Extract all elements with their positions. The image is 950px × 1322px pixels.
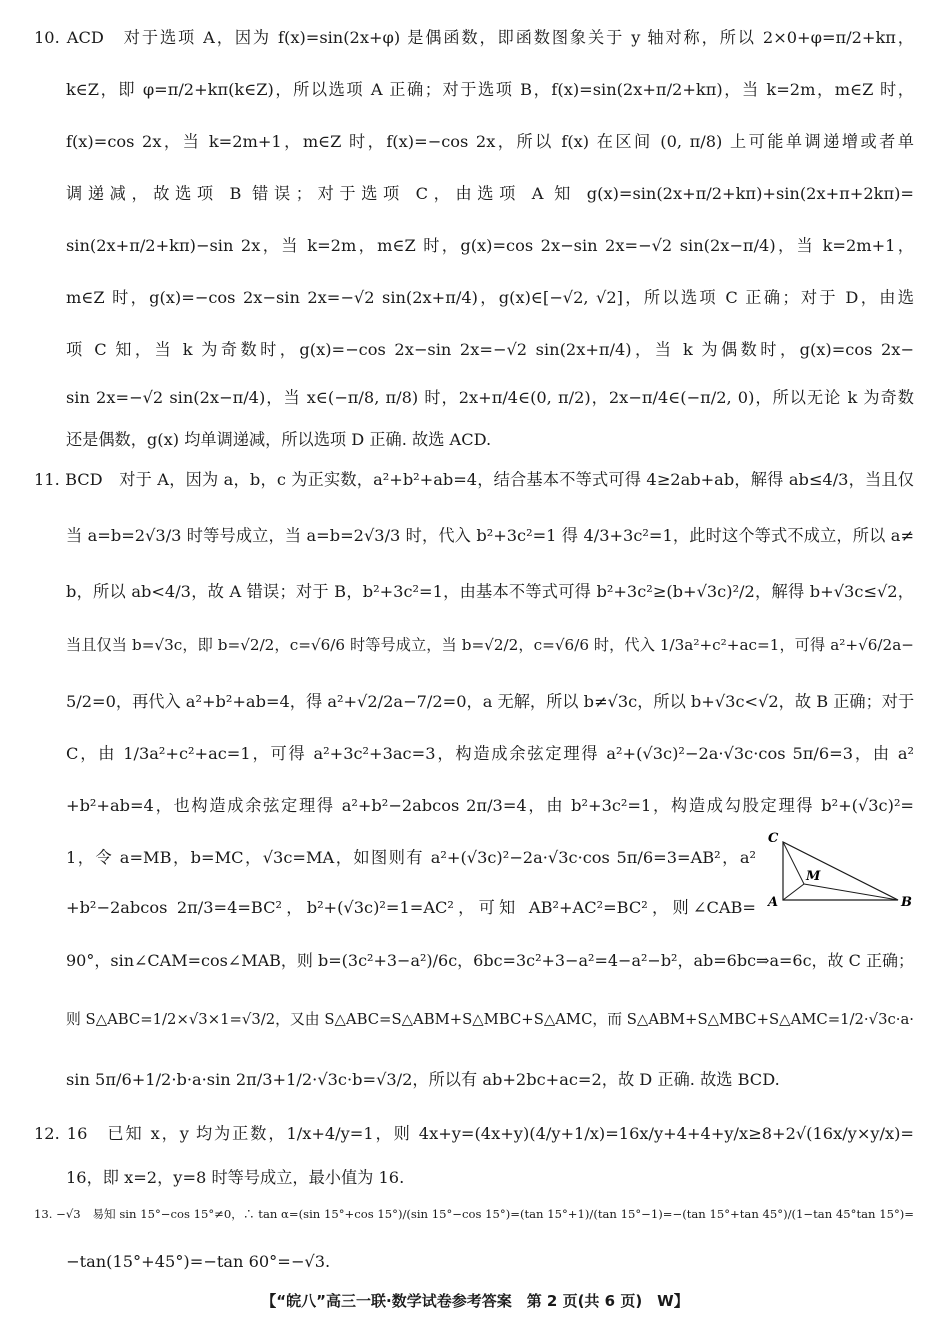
q10-line-2: k∈Z，即 φ=π/2+kπ(k∈Z)，所以选项 A 正确；对于选项 B，f(x)=sin(2x+π/2+kπ)，当 k=2m，m∈Z 时， — [66, 80, 914, 99]
q11-line-12: sin 5π/6+1/2·b·a·sin 2π/3+1/2·√3c·b=√3/2，所以有 ab+2bc+ac=2，故 D 正确. 故选 BCD. — [66, 1070, 780, 1089]
q10-line-7: 项 C 知，当 k 为奇数时，g(x)=−cos 2x−sin 2x=−√2 sin(2x+π/4)，当 k 为偶数时，g(x)=cos 2x− — [66, 340, 914, 359]
q11-line-11: 则 S△ABC=1/2×√3×1=√3/2，又由 S△ABC=S△ABM+S△MBC+S△AMC，而 S△ABM+S△MBC+S△AMC=1/2·√3c·a· — [66, 1011, 914, 1028]
q11-line-10: 90°，sin∠CAM=cos∠MAB，则 b=(3c²+3−a²)/6c，6bc=3c²+3−a²=4−a²−b²，ab=6bc⇒a=6c，故 C 正确； — [66, 951, 914, 970]
q10-line-3: f(x)=cos 2x，当 k=2m+1，m∈Z 时，f(x)=−cos 2x，所以 f(x) 在区间 (0, π/8) 上可能单调递增或者单 — [66, 132, 914, 151]
q11-line-3: b，所以 ab<4/3，故 A 错误；对于 B，b²+3c²=1，由基本不等式可得 b²+3c²≥(b+√3c)²/2，解得 b+√3c≤√2， — [66, 582, 914, 601]
q11-line-4: 当且仅当 b=√3c，即 b=√2/2，c=√6/6 时等号成立，当 b=√2/2，c=√6/6 时，代入 1/3a²+c²+ac=1，可得 a²+√6/2a− — [66, 636, 914, 654]
q11-line-8: 1，令 a=MB，b=MC，√3c=MA，如图则有 a²+(√3c)²−2a·√3c·cos 5π/6=3=AB²，a² — [66, 848, 756, 867]
q10-line-5: sin(2x+π/2+kπ)−sin 2x，当 k=2m，m∈Z 时，g(x)=cos 2x−sin 2x=−√2 sin(2x−π/4)，当 k=2m+1， — [66, 236, 914, 255]
q11-line-9: +b²−2abcos 2π/3=4=BC²，b²+(√3c)²=1=AC²，可知 AB²+AC²=BC²，则∠CAB= — [66, 898, 756, 917]
q13-line-1: 13. −√3 易知 sin 15°−cos 15°≠0，∴ tan α=(sin 15°+cos 15°)/(sin 15°−cos 15°)=(tan 15°+1)/(tan 15°−1)=−(tan 15°+tan 45°)/(1−tan 45°tan 15°)= — [34, 1207, 914, 1221]
page-footer: 【“皖八”高三一联·数学试卷参考答案 第 2 页(共 6 页) W】 — [261, 1292, 689, 1310]
q11-line-6: C，由 1/3a²+c²+ac=1，可得 a²+3c²+3ac=3，构造成余弦定理得 a²+(√3c)²−2a·√3c·cos 5π/6=3，由 a² — [66, 744, 914, 763]
q10-line-6: m∈Z 时，g(x)=−cos 2x−sin 2x=−√2 sin(2x+π/4)，g(x)∈[−√2, √2]，所以选项 C 正确；对于 D，由选 — [66, 288, 914, 307]
q13-line-2: −tan(15°+45°)=−tan 60°=−√3. — [66, 1252, 331, 1271]
q12-line-2: 16，即 x=2，y=8 时等号成立，最小值为 16. — [66, 1168, 405, 1187]
label-c: C — [768, 831, 779, 846]
triangle-abc — [783, 842, 898, 900]
q10-line-9: 还是偶数，g(x) 均单调递减，所以选项 D 正确. 故选 ACD. — [66, 430, 492, 449]
q10-line-8: sin 2x=−√2 sin(2x−π/4)，当 x∈(−π/8, π/8) 时，2x+π/4∈(0, π/2)，2x−π/4∈(−π/2, 0)，所以无论 k 为奇数 — [66, 388, 914, 407]
q11-line-5: 5/2=0，再代入 a²+b²+ab=4，得 a²+√2/2a−7/2=0，a 无解，所以 b≠√3c，所以 b+√3c<√2，故 B 正确；对于 — [66, 692, 915, 711]
q10-line-4: 调递减，故选项 B 错误；对于选项 C，由选项 A 知 g(x)=sin(2x+π/2+kπ)+sin(2x+π+2kπ)= — [66, 184, 914, 203]
q12-line-1: 12. 16 已知 x，y 均为正数，1/x+4/y=1，则 4x+y=(4x+y)(4/y+1/x)=16x/y+4+4+y/x≥8+2√(16x/y×y/x)= — [34, 1124, 914, 1143]
segment-am — [783, 884, 804, 900]
q11-line-2: 当 a=b=2√3/3 时等号成立，当 a=b=2√3/3 时，代入 b²+3c²=1 得 4/3+3c²=1，此时这个等式不成立，所以 a≠ — [66, 526, 914, 545]
label-a: A — [768, 895, 779, 910]
q10-line-1: 10. ACD 对于选项 A，因为 f(x)=sin(2x+φ) 是偶函数，即函数图象关于 y 轴对称，所以 2×0+φ=π/2+kπ， — [34, 28, 914, 47]
q11-line-1: 11. BCD 对于 A，因为 a，b，c 为正实数，a²+b²+ab=4，结合基本不等式可得 4≥2ab+ab，解得 ab≤4/3，当且仅 — [34, 470, 914, 489]
q11-line-7: +b²+ab=4，也构造成余弦定理得 a²+b²−2abcos 2π/3=4，由 b²+3c²=1，构造成勾股定理得 b²+(√3c)²= — [66, 796, 914, 815]
triangle-figure — [764, 830, 914, 912]
label-b: B — [901, 895, 912, 910]
segment-cm — [783, 842, 804, 884]
segment-mb — [804, 884, 898, 900]
label-m: M — [806, 869, 821, 884]
